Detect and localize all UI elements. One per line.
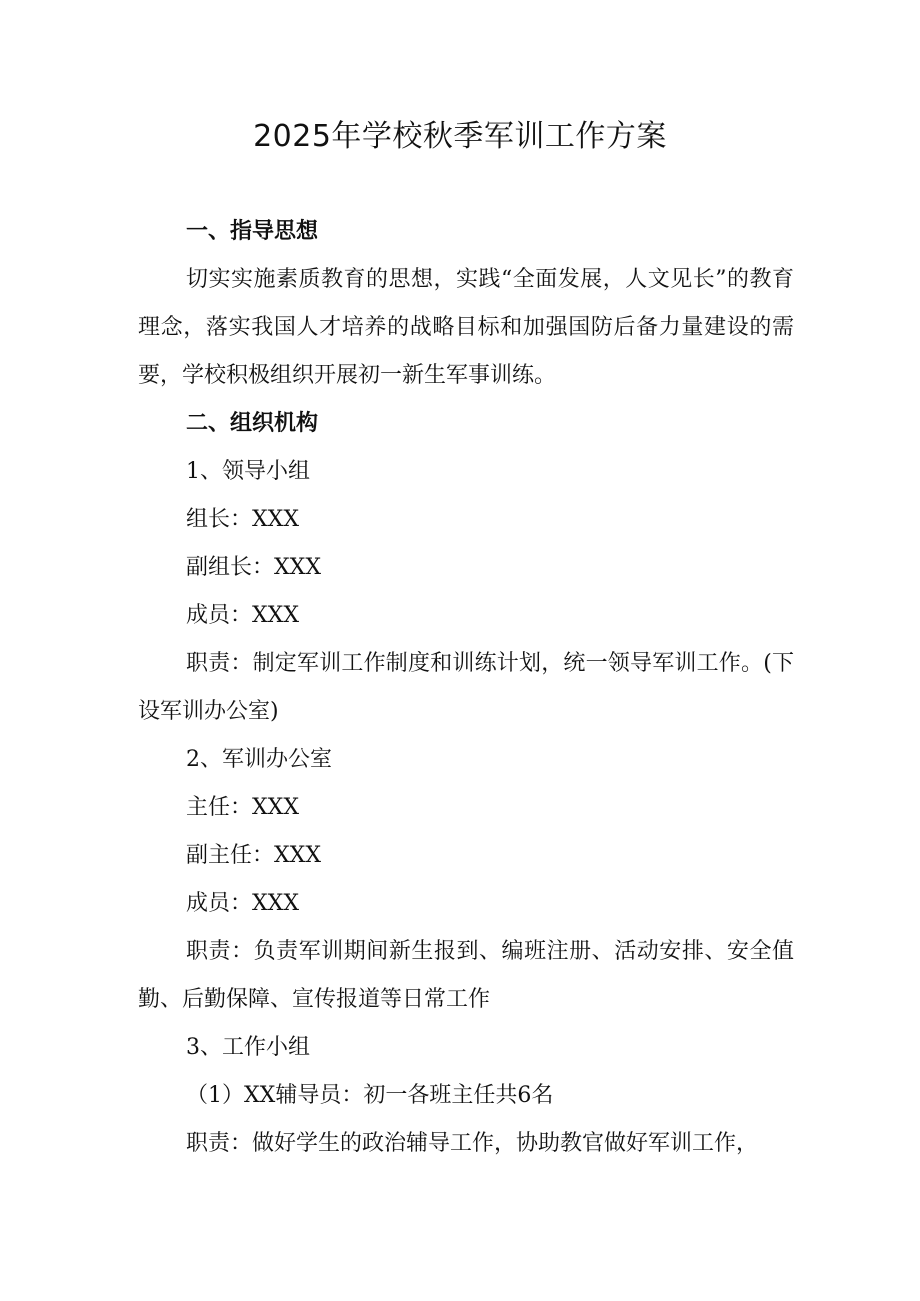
document-title: 2025年学校秋季军训工作方案 — [253, 119, 667, 154]
section-heading-guiding-thought: 一、指导思想 — [186, 219, 319, 244]
section-heading-organization: 二、组织机构 — [186, 411, 319, 436]
subheading-leadership-group: 1、领导小组 — [186, 459, 310, 484]
deputy-leader-line: 副组长：XXX — [186, 555, 321, 580]
counselor-duties: 职责：做好学生的政治辅导工作，协助教官做好军训工作， — [186, 1131, 759, 1156]
paragraph-guiding-thought: 切实实施素质教育的思想，实践“全面发展，人文见长”的教育理念，落实我国人才培养的战略目标和加强国防后备力量建设的需要，学校积极组织开展初一新生军事训练。 — [138, 267, 794, 388]
subheading-training-office: 2、军训办公室 — [186, 747, 332, 772]
leader-line: 组长：XXX — [186, 507, 299, 532]
office-duties: 职责：负责军训期间新生报到、编班注册、活动安排、安全值勤、后勤保障、宣传报道等日常工作 — [138, 939, 794, 1012]
counselor-line: （1）XX辅导员：初一各班主任共6名 — [186, 1083, 554, 1108]
office-members-line: 成员：XXX — [186, 891, 299, 916]
members-line: 成员：XXX — [186, 603, 299, 628]
leadership-duties: 职责：制定军训工作制度和训练计划，统一领导军训工作。(下设军训办公室) — [138, 651, 794, 724]
director-line: 主任：XXX — [186, 795, 299, 820]
document-body — [138, 208, 794, 1168]
subheading-working-group: 3、工作小组 — [186, 1035, 310, 1060]
deputy-director-line: 副主任：XXX — [186, 843, 321, 868]
